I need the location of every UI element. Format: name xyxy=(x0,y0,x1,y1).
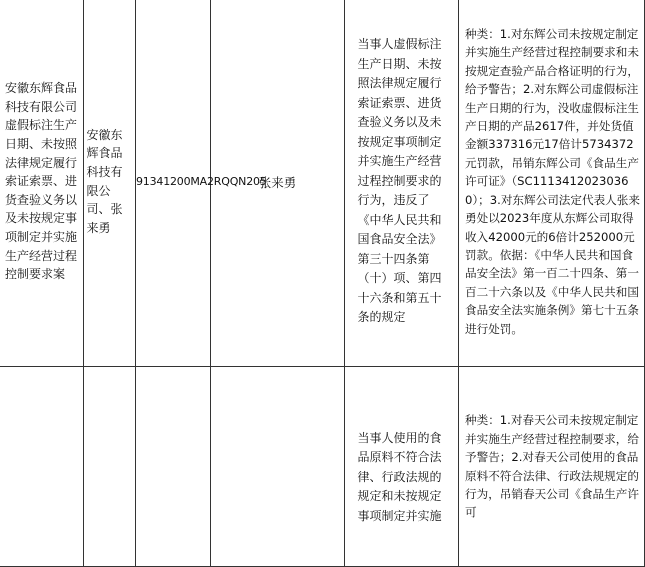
case-name-cell xyxy=(0,367,84,567)
case-name: 安徽东辉食品科技有限公司虚假标注生产日期、未按照法律规定履行索证索票、进货查验义务以及未按规定事项制定并实施生产经营过程控制要求案 xyxy=(5,81,78,282)
credit-code-cell xyxy=(136,367,211,567)
legal-representative: 张来勇 xyxy=(258,174,297,190)
result-cell xyxy=(459,0,645,367)
penalty-result: 种类：1.对东辉公司未按规定制定并实施生产经营过程控制要求和未按规定查验产品合格证明的行为，给予警告；2.对东辉公司虚假标注生产日期的行为，没收虚假标注生产日期的产品2617件，并处货值金额337316元17倍计5734372元罚款，吊销东辉公司《食品生产许可证》（SC11134120230360）；3.对东辉公司法定代表人张来勇处以2023年度从东辉公司取得收入42000元的6倍计252000元罚款。依据：《中华人民共和国食品安全法》第一百二十四条、第一百二十六条以及《中华人民共和国食品安全法实施条例》第七十五条进行处罚。 xyxy=(465,27,640,336)
penalty-result: 种类：1.对春天公司未按规定制定并实施生产经营过程控制要求，给予警告；2.对春天公司使用的食品原料不符合法律、行政法规规定的行为，吊销春天公司《食品生产许可 xyxy=(465,413,639,520)
legal-rep-cell xyxy=(211,367,345,567)
case-name-cell xyxy=(0,0,84,367)
violation-facts: 当事人虚假标注生产日期、未按照法律规定履行索证索票、进货查验义务以及未按规定事项制定并实施生产经营过程控制要求的行为，违反了《中华人民共和国食品安全法》第三十四条第（十）项、第四十六条和第五十条的规定 xyxy=(357,37,442,325)
party-name: 安徽东辉食品科技有限公司、张来勇 xyxy=(86,127,123,235)
credit-code-cell xyxy=(136,0,267,367)
party-cell xyxy=(84,367,136,567)
result-cell xyxy=(459,367,645,567)
table-row xyxy=(0,367,645,567)
credit-code: 91341200MA2RQQN205 xyxy=(136,175,267,188)
party-cell xyxy=(84,0,136,367)
facts-cell xyxy=(345,0,459,367)
violation-facts: 当事人使用的食品原料不符合法律、行政法规的规定和未按规定事项制定并实施 xyxy=(357,430,442,523)
facts-cell xyxy=(345,367,459,567)
